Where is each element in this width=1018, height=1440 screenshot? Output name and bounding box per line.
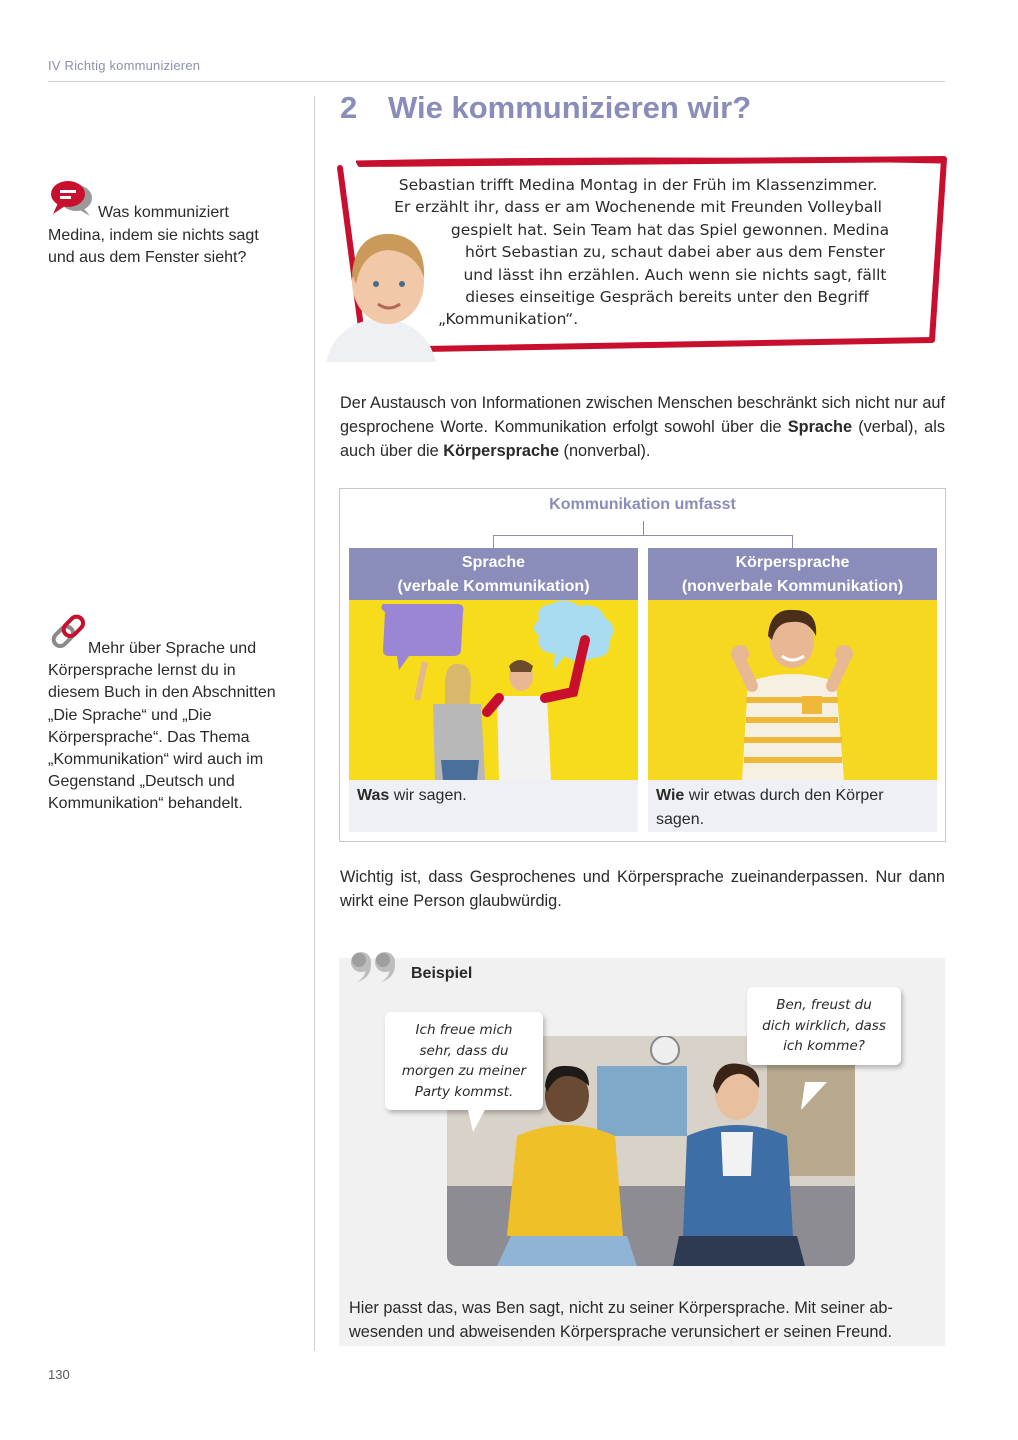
caption-emphasis: Wie: [656, 787, 685, 804]
panel-caption: [349, 780, 638, 808]
bubble-line: ich komme?: [783, 1038, 865, 1054]
chapter-title: [340, 90, 751, 126]
running-head: IV Richtig kommunizieren: [48, 58, 201, 73]
intro-text: (verbal), als auch über die: [340, 418, 945, 460]
caption-text: wir sagen.: [389, 787, 467, 804]
bubble-line: dich wirklich, dass: [762, 1017, 886, 1034]
caption-emphasis: Was: [357, 787, 390, 804]
bubble-line: morgen zu meiner: [401, 1063, 527, 1079]
connector-line: [493, 535, 793, 536]
story-line: und lässt ihn erzählen. Auch wenn sie nichts sagt, fällt: [463, 265, 887, 284]
header-rule: [48, 81, 945, 82]
intro-paragraph: [340, 391, 945, 463]
example-line: Hier passt das, was Ben sagt, nicht zu seiner Körpersprache. Mit seiner ab-: [349, 1299, 893, 1317]
question-note: [48, 178, 288, 270]
bubble-line: sehr, dass du: [419, 1042, 509, 1059]
connector-line: [493, 535, 494, 548]
story-line: gespielt hat. Sein Team hat das Spiel gewonnen. Medina: [450, 220, 890, 239]
diagram-title: Kommunikation umfasst: [549, 496, 736, 513]
chain-link-icon: [48, 614, 88, 654]
story-line: hört Sebastian zu, schaut dabei aber aus dem Fenster: [465, 243, 885, 262]
bubble-line: Ben, freust du: [776, 997, 872, 1013]
story-text: [358, 174, 918, 331]
cheering-boy-photo: [648, 600, 937, 780]
panel-title: Sprache: [461, 554, 526, 571]
story-box: [326, 150, 948, 365]
page-number: 130: [48, 1367, 70, 1382]
panel-title: Körpersprache: [735, 554, 850, 571]
caption-text: wir etwas durch den Körper sagen.: [656, 787, 884, 828]
panel-heading: [648, 548, 937, 600]
story-line: „Kommunikation“.: [438, 310, 579, 329]
bubble-tail-left: [467, 1106, 487, 1132]
column-divider: [314, 96, 315, 1351]
speech-bubble-icon: [48, 178, 96, 220]
example-line: wesenden und abweisenden Körpersprache verunsichert er seinen Freund.: [349, 1323, 893, 1341]
intro-text: Der Austausch von Informationen zwischen Menschen beschränkt sich nicht nur auf gesprochene Worte. Kommunikation erfolgt sowohl über die: [340, 394, 945, 436]
panel-subtitle: (verbale Kommunikation): [397, 578, 590, 595]
example-label: Beispiel: [411, 965, 473, 982]
panel-sprache: [349, 548, 638, 832]
story-line: Er erzählt ihr, dass er am Wochenende mit Freunden Volleyball: [394, 198, 882, 217]
story-line: Sebastian trifft Medina Montag in der Früh im Klassenzimmer.: [398, 176, 878, 194]
conclusion-paragraph: Wichtig ist, dass Gesprochenes und Körpersprache zueinanderpassen. Nur dann wirkt eine Person glaubwürdig.: [340, 868, 945, 910]
speech-bubble-right: [747, 987, 901, 1065]
connector-line: [792, 535, 793, 548]
term-koerpersprache: Körpersprache: [443, 442, 560, 460]
communication-diagram: [339, 488, 946, 842]
connector-line: [643, 521, 644, 535]
chapter-heading: Wie kommunizieren wir?: [388, 90, 752, 125]
panel-caption: [648, 780, 937, 832]
question-note-text: Was kommuniziert Medina, indem sie nichts sagt und aus dem Fenster sieht?: [48, 204, 259, 266]
link-note: [48, 614, 288, 816]
bubble-line: Party kommst.: [414, 1083, 514, 1100]
panel-subtitle: (nonverbale Kommunikation): [681, 578, 904, 595]
boy-portrait-image: [326, 222, 436, 362]
intro-text: (nonverbal).: [559, 442, 651, 460]
panel-koerpersprache: [648, 548, 937, 832]
story-line: dieses einseitige Gespräch bereits unter den Begriff: [465, 288, 869, 307]
chapter-number: 2: [340, 90, 358, 125]
example-explanation: [349, 1296, 939, 1344]
speech-bubble-left: [385, 1012, 543, 1110]
term-sprache: Sprache: [787, 418, 853, 436]
panel-heading: [349, 548, 638, 600]
speech-bubbles-photo: [349, 600, 638, 780]
link-note-text: Mehr über Sprache und Körpersprache lernst du in diesem Buch in den Abschnitten „Die Sprache“ und „Die Körpersprache“. Das Thema „Kommunikation“ wird auch im Gegenstand „Deutsch und Kommunikation“ behandelt.: [48, 640, 276, 813]
bubble-tail-right: [801, 1082, 827, 1110]
quote-icon: [347, 946, 403, 986]
example-box: [339, 958, 945, 1346]
bubble-line: Ich freue mich: [415, 1022, 513, 1038]
